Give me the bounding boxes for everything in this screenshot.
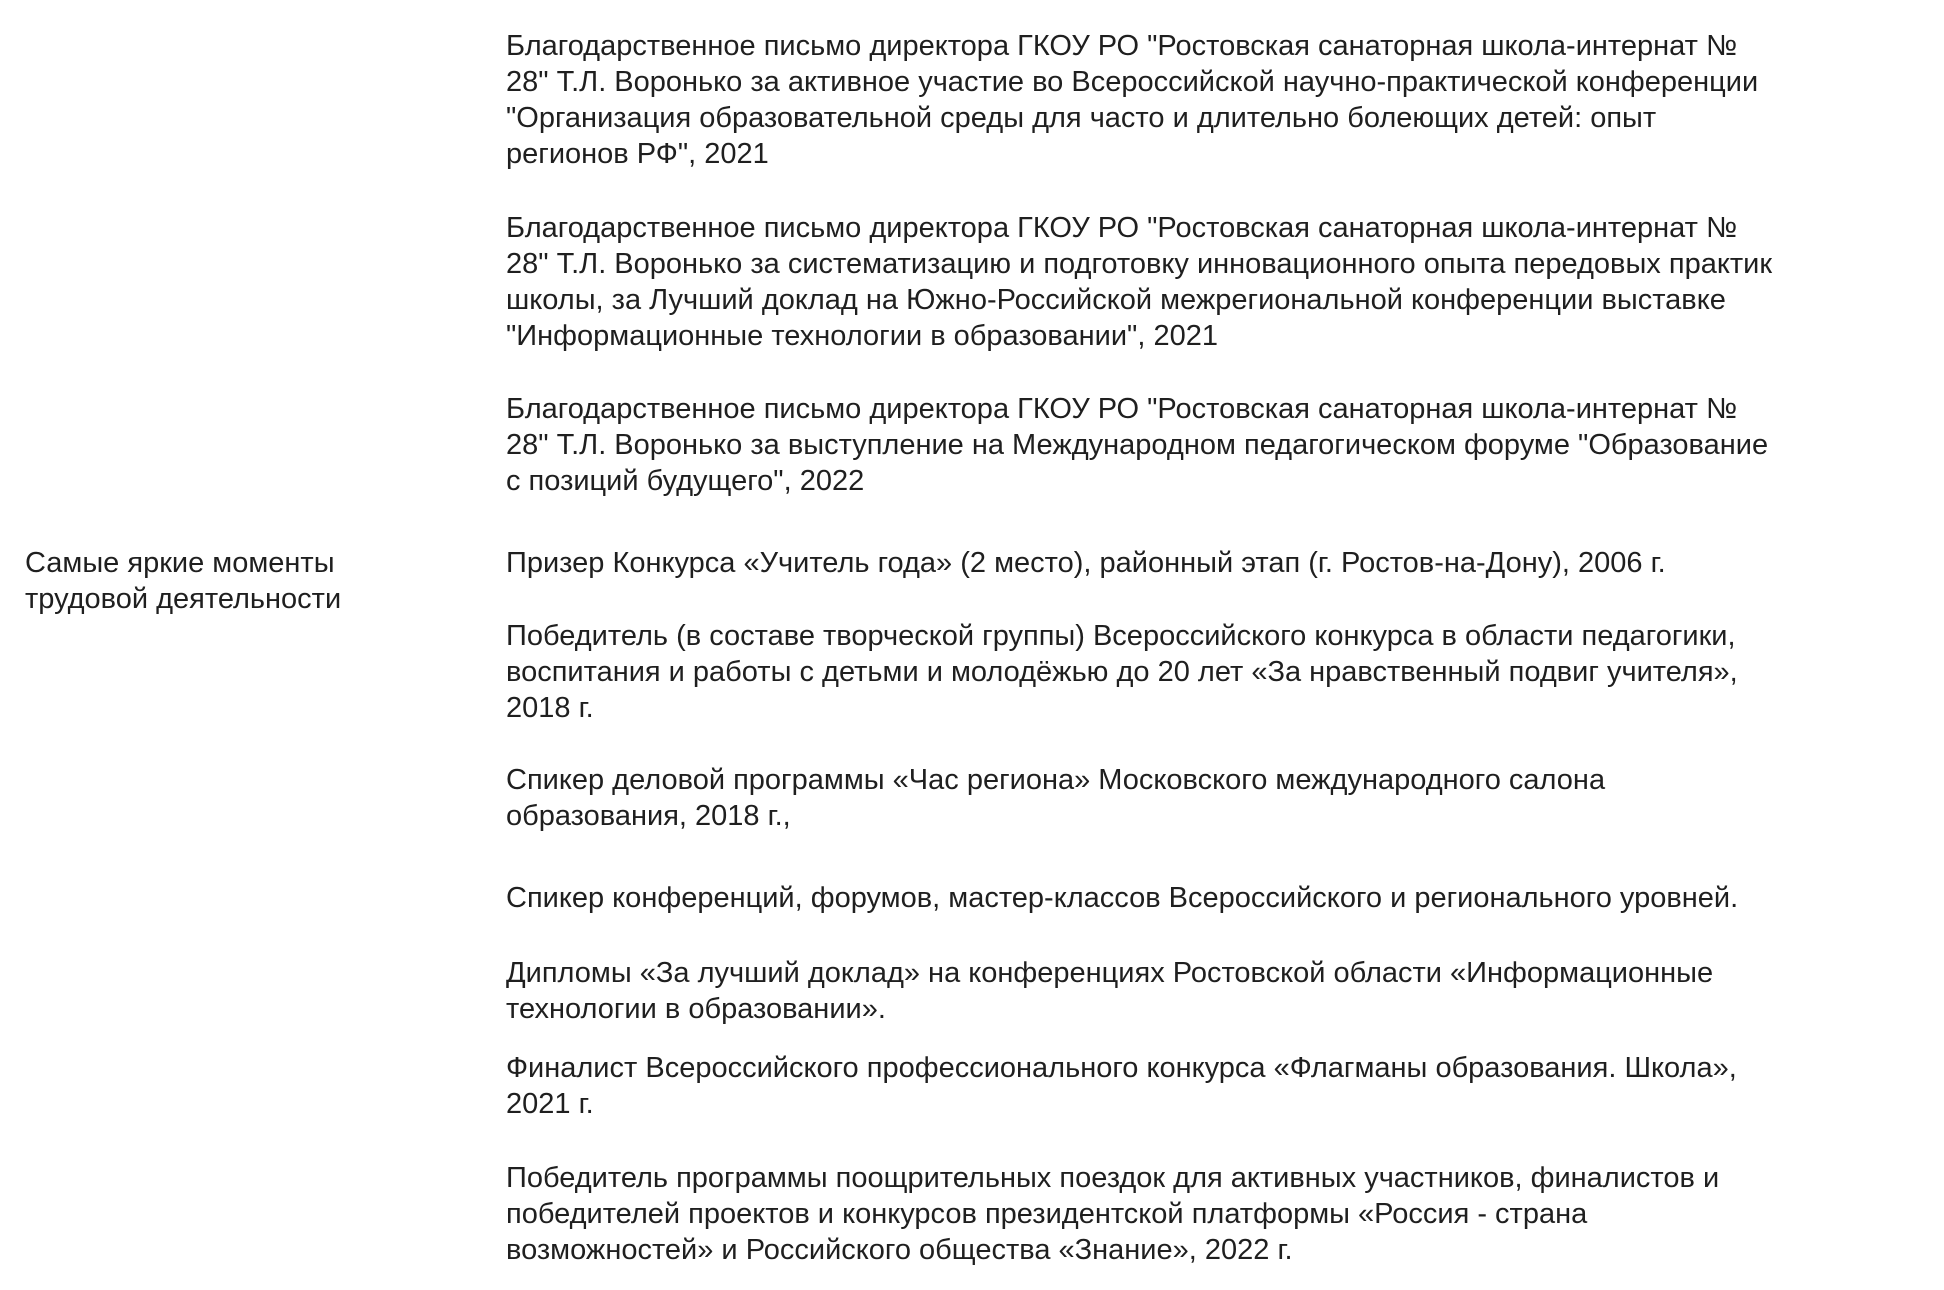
highlight-item-3: Спикер деловой программы «Час региона» Московского международного салона образования, 2018 г., (506, 764, 1606, 832)
highlight-item-5: Дипломы «За лучший доклад» на конференциях Ростовской области «Информационные технологии в образовании». (506, 957, 1714, 1025)
award-letter-1: Благодарственное письмо директора ГКОУ РО "Ростовская санаторная школа-интернат № 28" Т.Л. Воронько за активное участие во Всероссийской научно-практической конференции "Организация образовательной среды для часто и длительно болеющих детей: опыт регионов РФ", 2021 (506, 30, 1759, 170)
highlight-item-6: Финалист Всероссийского профессионального конкурса «Флагманы образования. Школа», 2021 г. (506, 1052, 1737, 1120)
award-letter-2: Благодарственное письмо директора ГКОУ РО "Ростовская санаторная школа-интернат № 28" Т.Л. Воронько за систематизацию и подготовку инновационного опыта передовых практик школы, за Лучший доклад на Южно-Российской межрегиональной конференции выставке "Информационные технологии в образовании", 2021 (506, 212, 1773, 352)
highlight-item-1: Призер Конкурса «Учитель года» (2 место), районный этап (г. Ростов-на-Дону), 2006 г. (506, 547, 1666, 579)
highlight-item-2: Победитель (в составе творческой группы) Всероссийского конкурса в области педагогики, воспитания и работы с детьми и молодёжью до 20 лет «За нравственный подвиг учителя», 2018 г. (506, 620, 1738, 724)
highlight-item-4: Спикер конференций, форумов, мастер-классов Всероссийского и регионального уровней. (506, 882, 1739, 914)
highlight-item-7: Победитель программы поощрительных поездок для активных участников, финалистов и победителей проектов и конкурсов президентской платформы «Россия - страна возможностей» и Российского общества «Знание», 2022 г. (506, 1162, 1720, 1266)
highlights-label: Самые яркие моменты трудовой деятельности (25, 547, 342, 615)
award-letter-3: Благодарственное письмо директора ГКОУ РО "Ростовская санаторная школа-интернат № 28" Т.Л. Воронько за выступление на Международном педагогическом форуме "Образование с позиций будущего", 2022 (506, 393, 1769, 497)
